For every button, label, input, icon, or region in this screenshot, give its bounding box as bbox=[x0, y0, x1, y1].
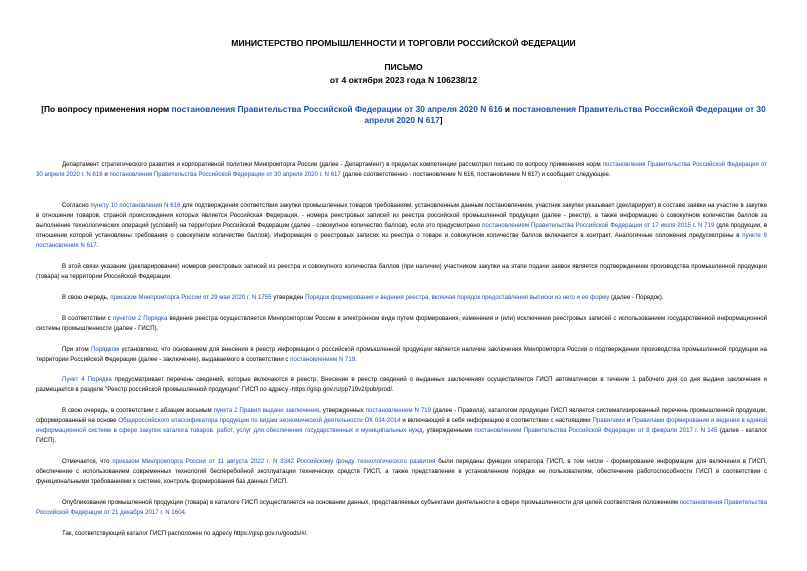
link-order-1755[interactable]: приказом Минпромторга России от 29 мая 2020 г. N 1755 bbox=[110, 294, 272, 302]
paragraph-8 bbox=[36, 406, 767, 446]
paragraph-10 bbox=[36, 498, 767, 518]
paragraph-text: В свою очередь, bbox=[62, 294, 111, 302]
paragraph-text: для подтверждения соответствия закупки промышленных товаров требованиям, установленным данным постановлением, участник закупки указывает (декларирует) в составе заявки на участие в закупке в отношении товаров, страной происхождения которых является Российская Федерация, - номера реестровых записей из реестра российской промышленной продукции (далее - реестр), а также информацию о совокупном количестве баллов за выполнение технологических операций (условий) на территории Российской Федерации (далее - совокупное количество баллов), если это предусмотрено bbox=[36, 202, 768, 230]
link-point-4-procedure[interactable]: Пункт 4 Порядка bbox=[62, 376, 112, 384]
link-resolution-145[interactable]: постановлением Правительства Российской Федерации от 8 февраля 2017 г. N 145 bbox=[474, 427, 718, 435]
paragraph-text: и bbox=[102, 171, 110, 179]
paragraph-7 bbox=[36, 375, 767, 395]
paragraph-text: . bbox=[355, 356, 357, 364]
link-okpd-classifier[interactable]: Общероссийского классификатора продукции по видам экономической деятельности ОК 034-2014 bbox=[118, 417, 401, 425]
paragraph-text: При этом bbox=[62, 346, 91, 354]
document-date-number: от 4 октября 2023 года N 106238/12 bbox=[329, 75, 478, 85]
subject-link-617[interactable]: постановления Правительства Российской Федерации от 30 апреля 2020 N 617 bbox=[364, 104, 766, 125]
link-tech-development-fund[interactable]: Российскому фонду технологического развития bbox=[296, 458, 436, 466]
paragraph-text: В свою очередь, в соответствии с абзацем восьмым bbox=[62, 407, 214, 415]
paragraph-9 bbox=[36, 457, 767, 487]
paragraph-text: (для продукции, в отношении которой установлены требования о совокупном количестве баллов). Информация о реестровых записях из реестра о товаре и совокупном количестве баллов включается в контракт. Аналогичные положения предусмотрены в bbox=[36, 222, 767, 240]
link-resolution-1604[interactable]: постановления Правительства Российской Федерации от 21 декабря 2017 г. N 1604 bbox=[36, 499, 767, 517]
paragraph-5 bbox=[36, 314, 767, 334]
paragraph-text: Опубликование промышленной продукции (товара) в каталоге ГИСП осуществляется на основании данных, представляемых субъектами деятельности в сфере промышленности для целей соответствия положениям bbox=[62, 499, 680, 507]
ministry-title: МИНИСТЕРСТВО ПРОМЫШЛЕННОСТИ И ТОРГОВЛИ РОССИЙСКОЙ ФЕДЕРАЦИИ bbox=[231, 38, 576, 48]
link-registry-procedure[interactable]: Порядок формирования и ведения реестра, включая порядок предоставления выписки из него и ее форму bbox=[305, 294, 610, 302]
paragraph-text: утвержден bbox=[271, 294, 306, 302]
link-resolution-616[interactable]: постановления Правительства Российской Федерации от 30 апреля 2020 г. N 616 bbox=[36, 161, 767, 179]
link-resolution-719[interactable]: постановлением N 719 bbox=[365, 407, 431, 415]
paragraph-text: были переданы функции оператора ГИСП, в том числе - формирование информации для включения в ГИСП, обеспечение с использованием современных технологий бесперебойной эксплуатации технических средств ГИСП, а также представление в установленном порядке ее пользователям, обеспечение работоспособности ГИСП в соответствии с функциональными требованиями к системе, контроль формирования баз данных ГИСП. bbox=[36, 458, 767, 486]
paragraph-text: Отмечается, что bbox=[62, 458, 113, 466]
paragraph-6 bbox=[36, 345, 767, 365]
paragraph-text: (далее - каталог ГИСП). bbox=[36, 427, 767, 445]
paragraph-text: (далее - Порядок). bbox=[609, 294, 664, 302]
paragraph-text: , утвержденными bbox=[422, 427, 475, 435]
paragraph-1 bbox=[36, 160, 767, 180]
document-type: ПИСЬМО bbox=[384, 62, 423, 72]
link-resolution-719[interactable]: постановлением N 719 bbox=[290, 356, 356, 364]
link-rules[interactable]: Правилами bbox=[592, 417, 625, 425]
link-order-3342[interactable]: приказом Минпромторга России от 11 августа 2022 г. N 3342 bbox=[112, 458, 294, 466]
paragraph-text: . bbox=[96, 242, 99, 250]
paragraph-text: и bbox=[624, 417, 633, 425]
paragraph-text: установлено, что основанием для внесения в реестр информации о российской промышленной продукции является наличие заключения Минпромторга России о подтверждении производства промышленной продукции на территории Российской Федерации (далее - заключение), выдаваемого в соответствии с bbox=[36, 346, 767, 364]
letter-subject bbox=[40, 104, 767, 126]
link-catalog-rules[interactable]: Правилами формирования и ведения в единой информационной системе в сфере закупок каталога товаров, работ, услуг для обеспечения государственных и муниципальных нужд bbox=[36, 417, 768, 435]
paragraph-text: Согласно bbox=[62, 202, 91, 210]
paragraph-text: , утвержденных bbox=[319, 407, 366, 415]
paragraph-text: В соответствии с bbox=[62, 315, 113, 323]
paragraph-text: Департамент стратегического развития и корпоративной политики Минпромторга России (далее - Департамент) в пределах компетенции рассмотрел письмо по вопросу применения норм bbox=[62, 161, 603, 169]
paragraph-text: ведение реестра осуществляется Минпромторгом России в электронном виде путем формирования, изменения и (или) исключения реестровых записей с использованием государственной информационной системы промышленности (далее - ГИСП). bbox=[36, 315, 767, 333]
link-resolution-617[interactable]: постановления Правительства Российской Федерации от 30 апреля 2020 г. N 617 bbox=[109, 171, 341, 179]
paragraph-3: В этой связи указание (декларирование) номеров реестровых записей из реестра и совокупного количества баллов (при наличии) участником закупки на этапе подачи заявок является подтверждением производства промышленной продукции (товара) на территории Российской Федерации. bbox=[36, 263, 767, 281]
paragraph-2 bbox=[36, 201, 767, 251]
link-point-2-rules[interactable]: пункта 2 Правил выдачи заключения bbox=[213, 407, 320, 415]
paragraph-text: . bbox=[184, 509, 187, 517]
subject-link-616[interactable]: постановления Правительства Российской Федерации от 30 апреля 2020 N 616 bbox=[171, 104, 503, 114]
link-point-10-616[interactable]: пункту 10 постановления N 616 bbox=[90, 202, 181, 210]
subject-text: [По вопросу применения норм bbox=[41, 104, 172, 114]
link-point-9-617[interactable]: пункте 9 постановления N 617 bbox=[36, 232, 768, 250]
paragraph-11: Так, соответствующий каталог ГИСП расположен по адресу https://gisp.gov.ru/goods/#/. bbox=[62, 530, 308, 538]
link-resolution-719[interactable]: постановлением Правительства Российской Федерации от 17 июля 2015 г. N 719 bbox=[482, 222, 715, 230]
paragraph-text: (далее - Правила), каталогом продукции ГИСП является систематизированный перечень промышленной продукции, сформированный на основе bbox=[36, 407, 767, 425]
subject-text: и bbox=[502, 104, 513, 114]
subject-text: ] bbox=[439, 115, 443, 125]
link-procedure[interactable]: Порядком bbox=[90, 346, 120, 354]
paragraph-text: предусматривает перечень сведений, которые включаются в реестр. Внесение в реестр сведений о выданных заключениях осуществляется ГИСП автоматически в течение 1 рабочего дня со дня выдачи заключения и размещается в разделе "Реестр российской промышленной продукции" ГИСП по адресу -https://gisp.gov.ru/pp719v2/pub/prod/. bbox=[36, 376, 767, 394]
link-point-2-procedure[interactable]: пунктом 2 Порядка bbox=[112, 315, 168, 323]
paragraph-text: (далее соответственно - постановление N 616, постановление N 617) и сообщает следующее. bbox=[340, 171, 611, 179]
paragraph-text: и включающий в себя информацию в соответствии с настоящими bbox=[400, 417, 593, 425]
paragraph-4 bbox=[36, 293, 767, 303]
